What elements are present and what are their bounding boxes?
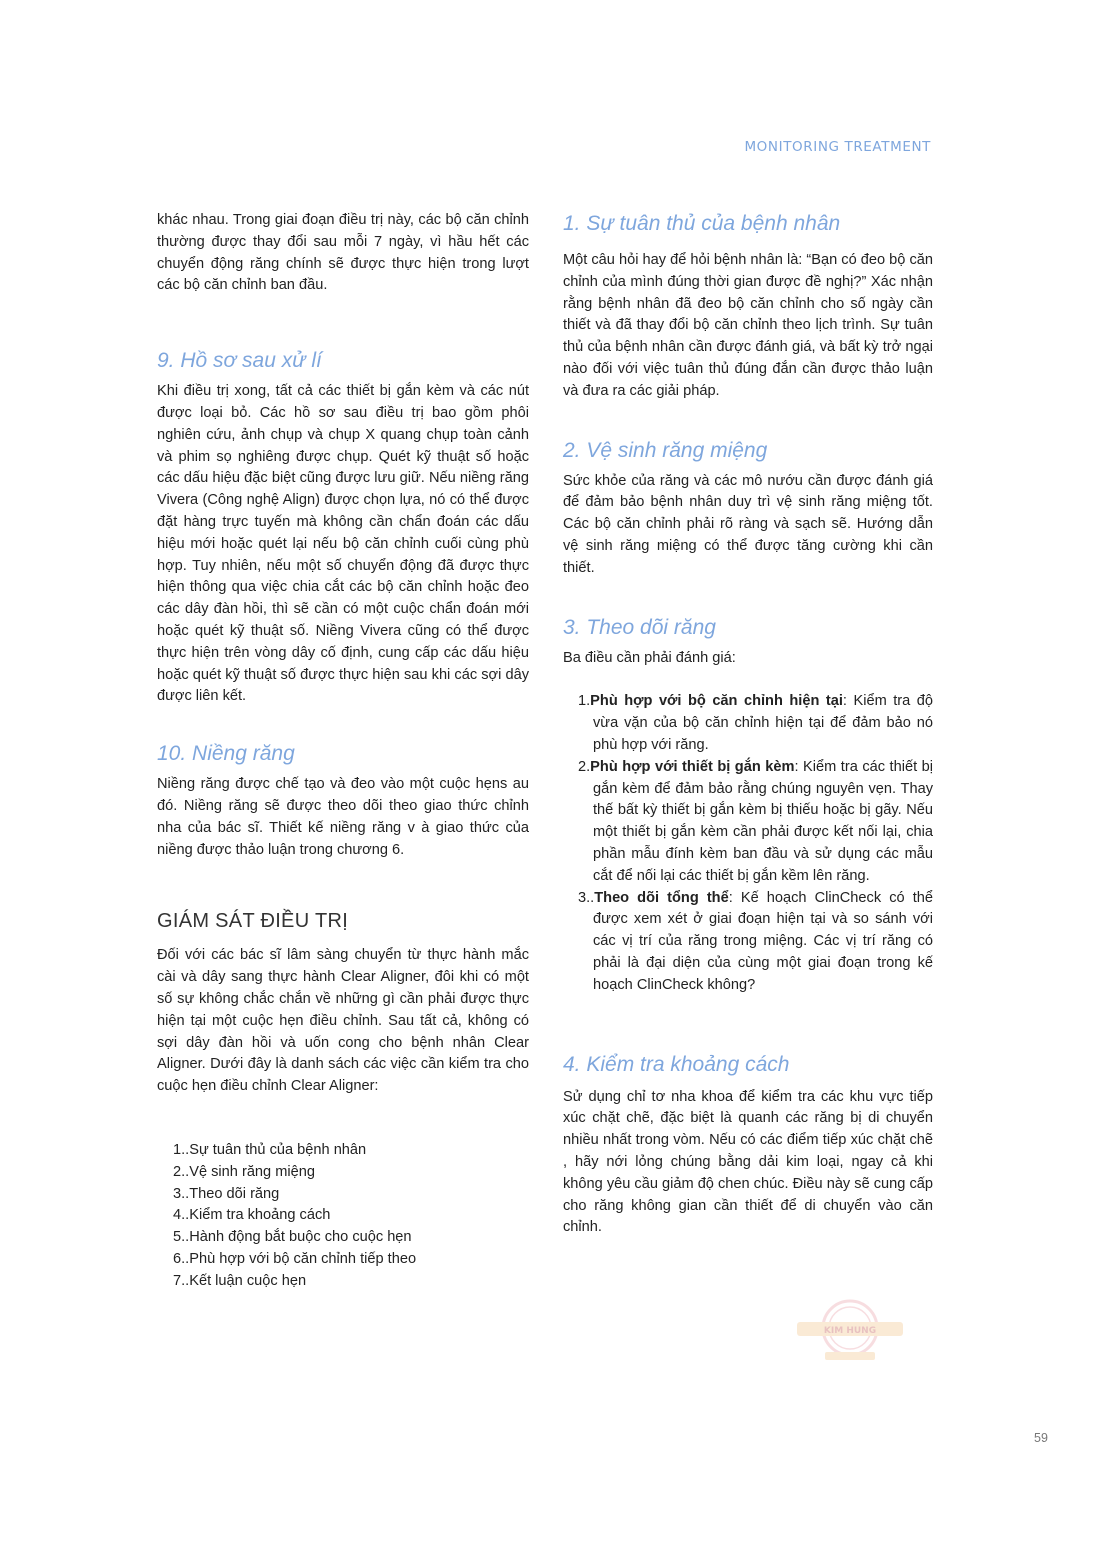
item-heading: Theo dõi tổng thể [594, 889, 729, 906]
list-item: 6..Phù hợp với bộ căn chỉnh tiếp theo [173, 1250, 417, 1267]
assessment-list [563, 691, 933, 996]
r4-title: 4. Kiểm tra khoảng cách [563, 1052, 790, 1076]
list-item: 1..Sự tuân thủ của bệnh nhân [173, 1141, 367, 1158]
item-text: : Kiểm tra các thiết bị gắn kèm để đảm bảo rằng chúng nguyên vẹn. Thay thế bất kỳ thiết bị gắn kèm bị thiếu hoặc bị gãy. Nếu một thiết bị gắn kèm cần phải được kết nối lại, chia phần mẫu đính kèm ban đầu và sử dụng các mẫu cắt để nối lại các thiết bị gắn kềm lên răng. [593, 758, 933, 884]
list-item [563, 757, 933, 888]
left-column [157, 210, 529, 1292]
item-text: : Kế hoạch ClinCheck có thể được xem xét ở giai đoạn hiện tại và so sánh với các vị trí của răng trong miệng. Các vị trí răng có phải là đại diện của cùng một giai đoạn trong kế hoạch ClinCheck không? [593, 889, 933, 993]
item-heading: Phù hợp với bộ căn chỉnh hiện tại [590, 693, 843, 710]
list-item: 4..Kiểm tra khoảng cách [173, 1207, 331, 1224]
list-item [563, 691, 933, 756]
list-item: 3..Theo dõi răng [173, 1185, 280, 1202]
stamp-text: KIM HUNG [823, 1326, 877, 1336]
checklist [157, 1140, 529, 1293]
r3-intro: Ba điều cần phải đánh giá: [563, 649, 736, 666]
item-text: : Kiểm tra độ vừa vặn của bộ căn chỉnh hiện tại để đảm bảo nó phù hợp với răng. [593, 693, 933, 753]
item-number: 2. [578, 758, 591, 775]
r1-title: 1. Sự tuân thủ của bệnh nhân [563, 212, 841, 235]
intro-paragraph: khác nhau. Trong giai đoạn điều trị này, các bộ căn chỉnh thường được thay đổi sau mỗi 7 ngày, vì hầu hết các chuyển động răng chính sẽ được thực hiện trong lượt các bộ căn chỉnh ban đầu. [157, 212, 529, 294]
item-heading: Phù hợp với thiết bị gắn kèm [590, 758, 795, 775]
monitoring-title: GIÁM SÁT ĐIỀU TRỊ [157, 910, 349, 933]
list-item: 5..Hành động bắt buộc cho cuộc hẹn [173, 1229, 412, 1246]
list-item: 2..Vệ sinh răng miệng [173, 1163, 315, 1180]
page-number: 59 [1034, 1431, 1048, 1445]
section-10-title: 10. Niềng răng [157, 742, 295, 766]
running-header: MONITORING TREATMENT [744, 139, 931, 155]
section-9-title: 9. Hồ sơ sau xử lí [157, 349, 322, 373]
item-number: 1. [578, 693, 591, 710]
section-9-body: Khi điều trị xong, tất cả các thiết bị gắn kèm và các nút được loại bỏ. Các hồ sơ sau điều trị bao gồm phôi nghiên cứu, ảnh chụp và chụp X quang chụp toàn cảnh và phim sọ nghiêng được chụp. Quét kỹ thuật số hoặc các dấu hiệu đặc biệt cũng được lưu giữ. Nếu niềng răng Vivera (Công nghệ Align) được chọn lựa, nó có thể được đặt hàng trực tuyến mà không cần chẩn đoán các dấu hiệu mới hoặc quét lại nếu bộ căn chỉnh cuối cùng phù hợp. Tuy nhiên, nếu một số chuyển động đã được thực hiện thông qua việc chia cắt các bộ căn chỉnh hoặc đeo các dây đàn hồi, thì sẽ cần có một cuộc chẩn đoán mới hoặc quét kỹ thuật số. Niềng Vivera cũng có thể được thực hiện trên vòng dây cố định, cung cấp các dấu hiệu hoặc quét kỹ thuật số được thực hiện sau khi các sợi dây được liên kết. [157, 383, 529, 705]
list-item [563, 888, 933, 997]
section-10-body: Niềng răng được chế tạo và đeo vào một cuộc hẹns au đó. Niềng răng sẽ được theo dõi theo giao thức chỉnh nha của bác sĩ. Thiết kế niềng răng v à giao thức của niềng được thảo luận trong chương 6. [157, 776, 529, 858]
r4-body: Sử dụng chỉ tơ nha khoa để kiểm tra các khu vực tiếp xúc chặt chẽ, đặc biệt là quanh các răng bị di chuyển nhiều nhất trong vòm. Nếu có các điểm tiếp xúc chặt chẽ , hãy nới lỏng chúng bằng dải kim loại, ngay cả khi không yêu cầu giảm độ chen chúc. Điều này sẽ cung cấp cho răng không gian cần thiết để di chuyển vào căn chỉnh. [563, 1088, 933, 1236]
r2-title: 2. Vệ sinh răng miệng [563, 438, 768, 462]
r3-title: 3. Theo dõi răng [563, 615, 716, 639]
r2-body: Sức khỏe của răng và các mô nướu cần được đánh giá để đảm bảo bệnh nhân duy trì vệ sinh răng miệng tốt. Các bộ căn chỉnh phải rõ ràng và sạch sẽ. Hướng dẫn vệ sinh răng miệng có thể được tăng cường khi cần thiết. [563, 472, 933, 576]
item-number: 3.. [578, 889, 595, 906]
r1-body: Một câu hỏi hay để hỏi bệnh nhân là: “Bạn có đeo bộ căn chỉnh của mình đúng thời gian được đề nghị?” Xác nhận rằng bệnh nhân đã đeo bộ căn chỉnh cho số ngày cần thiết và đã thay đổi bộ căn chỉnh theo lịch trình. Sự tuân thủ của bệnh nhân cần được đánh giá, và bất kỳ trở ngại nào đối với việc tuân thủ đúng đắn cần được thảo luận và đưa ra các giải pháp. [563, 252, 933, 399]
right-column [563, 210, 933, 1239]
monitoring-body: Đối với các bác sĩ lâm sàng chuyển từ thực hành mắc cài và dây sang thực hành Clear Aligner, đôi khi có một số sự không chắc chắn về những gì cần phải được thực hiện tại một cuộc hẹn điều chỉnh. Sau tất cả, không có sợi dây đàn hồi và uốn cong cho bệnh nhân Clear Aligner. Dưới đây là danh sách các việc cần kiểm tra cho cuộc hẹn điều chỉnh Clear Aligner: [157, 947, 529, 1095]
list-item: 7..Kết luận cuộc hẹn [173, 1272, 307, 1289]
watermark-stamp-icon [795, 1296, 905, 1366]
